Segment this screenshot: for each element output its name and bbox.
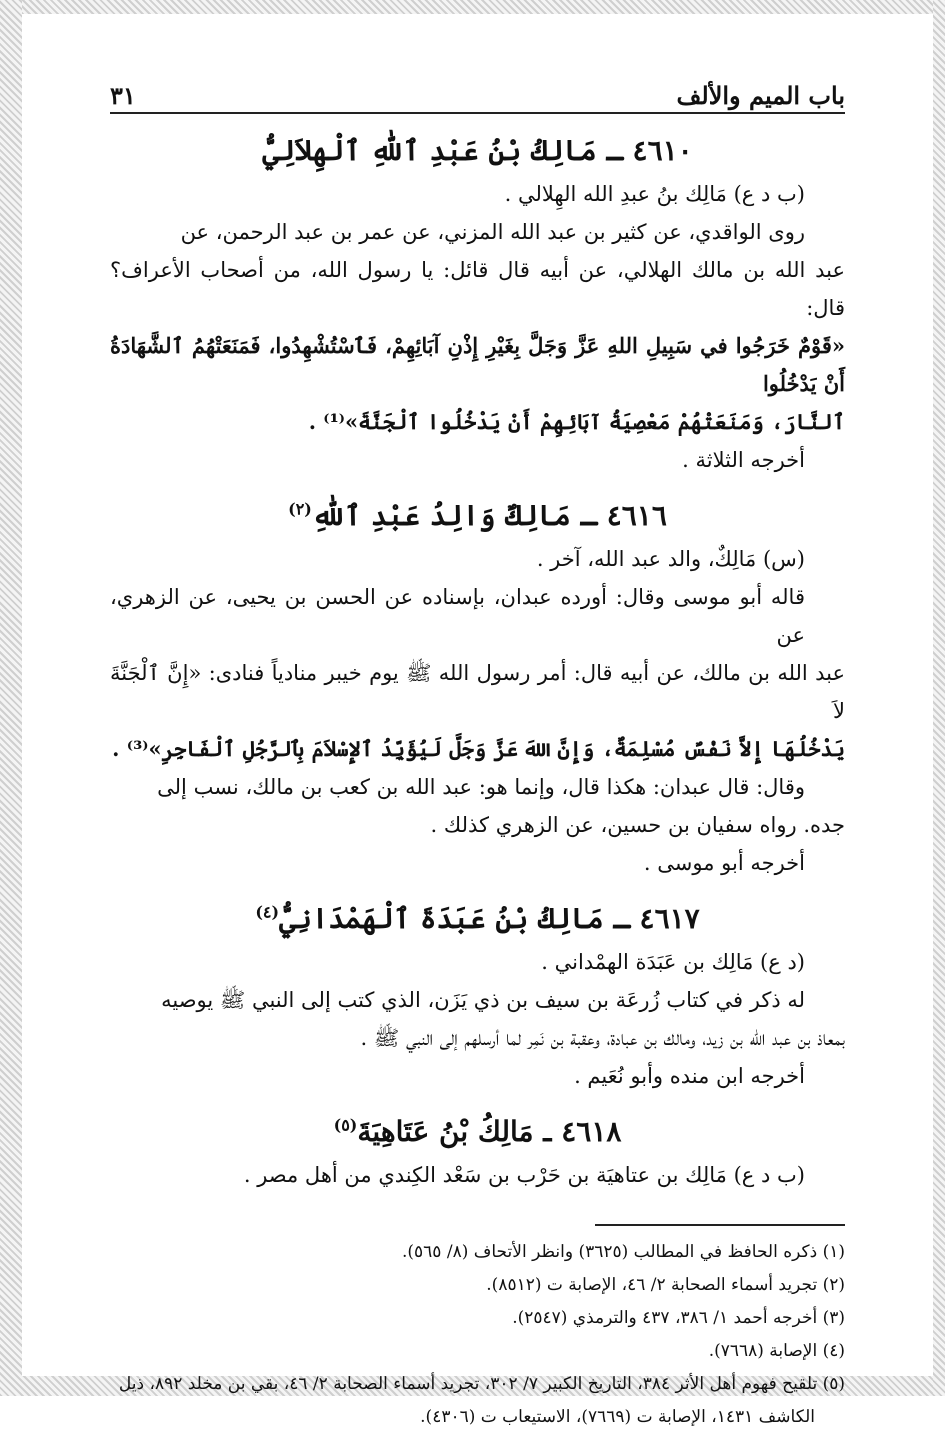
entry-title: ٤٦١٨ ـ مَالِكُ بْنُ عَتَاهِيَةَ$^{(٥)}$ [333,1115,622,1148]
entry-line: جده. رواه سفيان بن حسين، عن الزهري كذلك . [430,813,845,837]
footnote-divider [595,1224,845,1226]
entry-line: بمعاذ بن عبد الله بن زيد، ومالك بن عبادة، وعقبة بن نَمِر لما أرسلهم إلى النبي ﷺ . [360,1026,845,1050]
hadith-line: يَدْخُلُهَا إِلاَّ نَفْسٌ مُسْلِمَةٌ، وَإِنَّ اللهَ عَزَّ وَجَلَّ لَيُؤَيِّدُ ٱلإِسْلاَمَ بِٱلرَّجُلِ ٱلْفَاجِرِ»⁽³⁾ . [112,736,845,761]
entry-line: (س) مَالِكٌ، والد عبد الله، آخر . [536,547,805,571]
entry-line: وقال: قال عبدان: هكذا قال، وإنما هو: عبد الله بن كعب بن مالك، نسب إلى [157,775,805,799]
entry-line: أخرجه أبو موسى . [643,851,805,875]
entry-line: أخرجه ابن منده وأبو نُعَيم . [574,1064,805,1088]
entry-4617 [110,902,845,1095]
page-header [110,70,845,114]
footnote: (٤) الإصابة (٧٦٦٨). [708,1341,845,1361]
entry-line: روى الواقدي، عن كثير بن عبد الله المزني، عن عمر بن عبد الرحمن، عن [180,220,805,244]
entry-line: (ب د ع) مَالِك بن عتاهيَة بن حَرْب بن سَعْد الكِندي من أهل مصر . [243,1163,805,1187]
chapter-title: باب الميم والألف [676,81,845,110]
entry-4610 [110,134,845,479]
book-page [110,70,845,1427]
footnote: (٢) تجريد أسماء الصحابة ٢/ ٤٦، الإصابة ت (٨٥١٢). [486,1275,845,1295]
entry-line: قاله أبو موسى وقال: أورده عبدان، بإسناده عن الحسن بن يحيى، عن الزهري، عن [110,585,805,647]
entry-title: ٤٦١٧ ـ مَالِكُ بْنُ عَبَدَةَ ٱلْهَمْدَانِيُّ$^{(٤)}$ [255,902,700,935]
footnote: (٥) تلقيح فهوم أهل الأثر ٣٨٤، التاريخ الكبير ٧/ ٣٠٢، تجريد أسماء الصحابة ٢/ ٤٦، بقي بن مخلد ٨٩٢، ذيل الكاشف ١٤٣١، الإصابة ت (٧٦٦٩)، الاستيعاب ت (٤٣٠٦). [118,1374,845,1427]
footnote: (١) ذكره الحافظ في المطالب (٣٦٢٥) وانظر الأتحاف (٨/ ٥٦٥). [401,1242,845,1262]
decorative-border-right [933,0,945,1396]
entry-title: ٤٦١٦ ـ مَالِكٌ وَالِدُ عَبْدِ ٱللّٰهِ$^{(٢)}$ [288,499,667,532]
decorative-border-top [0,0,945,14]
entry-line: أخرجه الثلاثة . [682,448,805,472]
entry-title: ٤٦١٠ ـ مَالِكُ بْنُ عَبْدِ ٱللّٰهِ ٱلْهِلاَلِيُّ [262,134,693,167]
entry-line: (د ع) مَالِك بن عَبَدَة الهمْداني . [541,950,805,974]
entry-line: عبد الله بن مالك، عن أبيه قال: أمر رسول الله ﷺ يوم خيبر منادياً فنادى: «إِنَّ ٱلْجَنَّةَ لاَ [110,661,845,723]
hadith-line: ٱلنَّارَ، وَمَنَعَتْهُمْ مَعْصِيَةُ آبَائِهِمْ أَنْ يَدْخُلُوا ٱلْجَنَّةَ»⁽¹⁾ . [308,409,845,434]
page-number: ٣١ [110,81,136,110]
entry-4618 [110,1115,845,1194]
decorative-border-left [0,0,22,1396]
footnote: (٣) أخرجه أحمد ١/ ٣٨٦، ٤٣٧ والترمذي (٢٥٤٧). [512,1308,845,1328]
entry-4616 [110,499,845,882]
footnotes [110,1236,845,1434]
entry-line: عبد الله بن مالك الهلالي، عن أبيه قال قائل: يا رسول الله، من أصحاب الأعراف؟ قال: [110,258,845,320]
entry-line: (ب د ع) مَالِك بنُ عبدِ الله الهِلالي . [504,182,805,206]
hadith-line: «قَوْمٌ خَرَجُوا في سَبِيلِ اللهِ عَزَّ وَجَلَّ بِغَيْرِ إِذْنِ آبَائِهِمْ، فَٱسْتُشْهِدُوا، فَمَنَعَتْهُمُ ٱلشَّهَادَةُ أَنْ يَدْخُلُوا [110,333,845,396]
entry-line: له ذكر في كتاب زُرعَة بن سيف بن ذي يَزَن، الذي كتب إلى النبي ﷺ يوصيه [161,988,805,1012]
